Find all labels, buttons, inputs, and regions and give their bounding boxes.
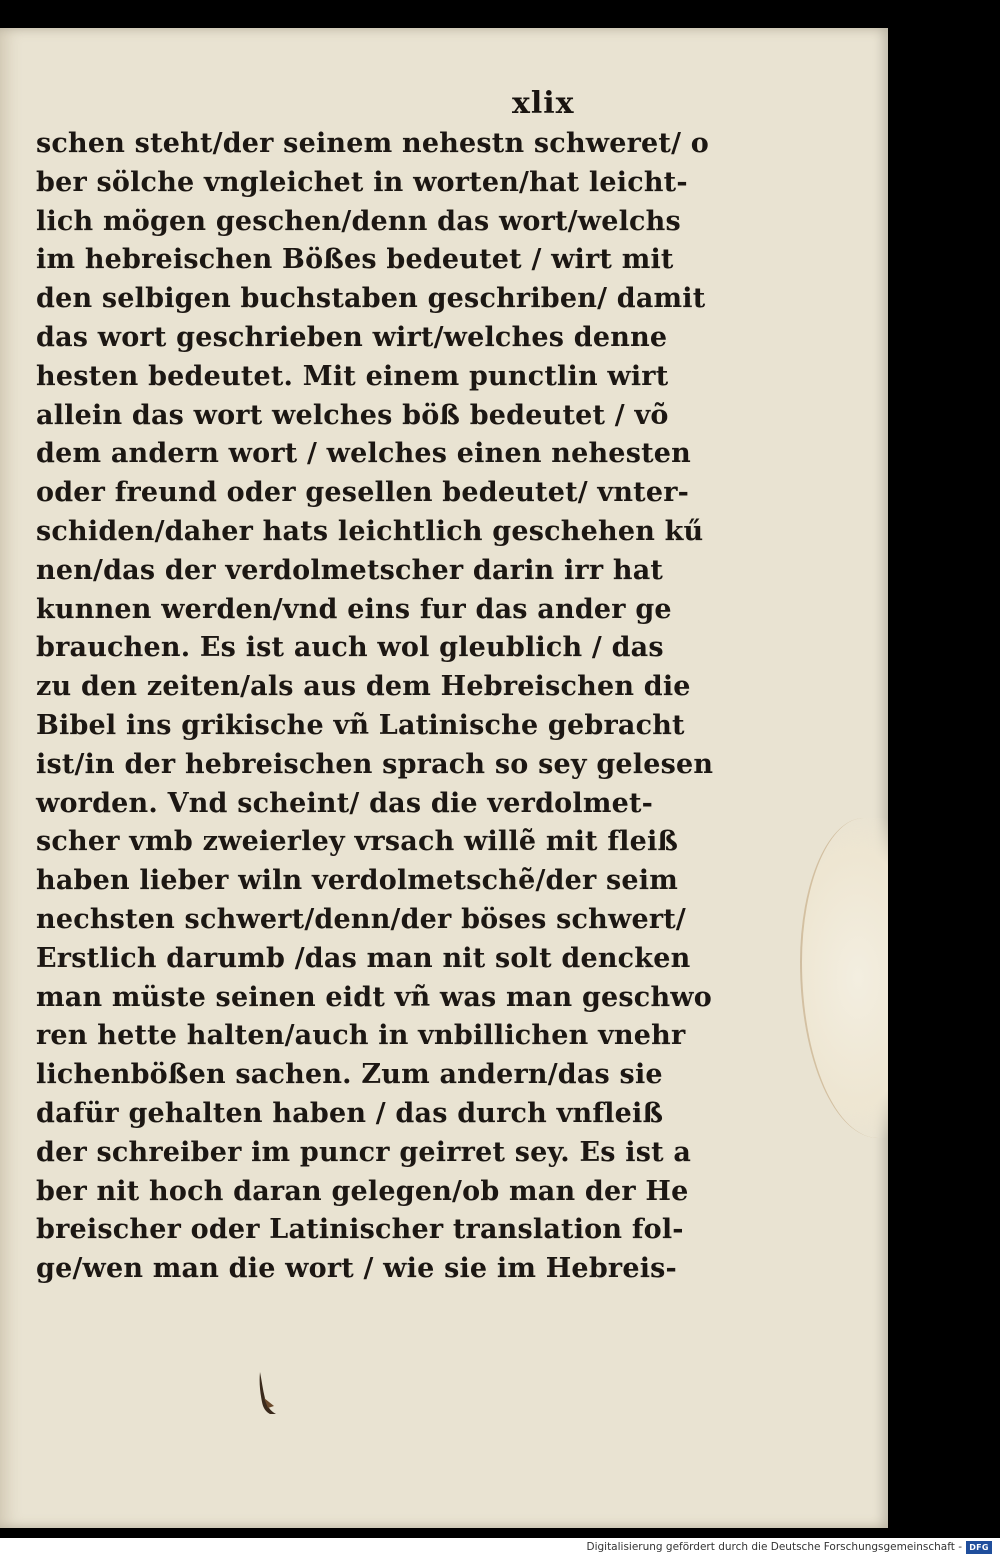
credit-bar <box>0 1538 1000 1558</box>
text-line: den selbigen buchstaben geschriben/ damit <box>36 283 706 315</box>
text-line: Bibel ins grikische vñ Latinische gebracht <box>36 709 685 741</box>
text-line: schiden/daher hats leichtlich geschehen kű <box>36 515 704 547</box>
text-block <box>36 125 714 1289</box>
credit-text: Digitalisierung gefördert durch die Deutsche Forschungsgemeinschaft - <box>586 1541 962 1553</box>
water-stain <box>800 818 888 1138</box>
text-line: worden. Vnd scheint/ das die verdolmet- <box>36 787 654 819</box>
dfg-logo: DFG <box>966 1541 992 1554</box>
text-line: nen/das der verdolmetscher darin irr hat <box>36 554 664 586</box>
text-line: haben lieber wiln verdolmetschẽ/der seim <box>36 865 679 897</box>
text-line: ge/wen man die wort / wie sie im Hebreis- <box>36 1253 677 1285</box>
text-line: ist/in der hebreischen sprach so sey gelesen <box>36 748 714 780</box>
text-line: kunnen werden/vnd eins fur das ander ge <box>36 593 672 625</box>
text-line: hesten bedeutet. Mit einem punctlin wirt <box>36 360 669 392</box>
text-line: zu den zeiten/als aus dem Hebreischen die <box>36 671 691 703</box>
text-line: ren hette halten/auch in vnbillichen vnehr <box>36 1020 686 1052</box>
text-line: ber sölche vngleichet in worten/hat leicht- <box>36 166 688 198</box>
text-line: brauchen. Es ist auch wol gleublich / das <box>36 632 664 664</box>
text-line: lichenbößen sachen. Zum andern/das sie <box>36 1059 663 1091</box>
folio-number: xlix <box>512 86 575 121</box>
printer-mark-icon <box>254 1368 280 1418</box>
text-line: ber nit hoch daran gelegen/ob man der He <box>36 1175 689 1207</box>
text-line: allein das wort welches böß bedeutet / võ <box>36 399 669 431</box>
text-line: man müste seinen eidt vñ was man geschwo <box>36 981 712 1013</box>
text-line: dafür gehalten haben / das durch vnfleiß <box>36 1097 664 1129</box>
text-line: dem andern wort / welches einen nehesten <box>36 438 691 470</box>
text-line: schen steht/der seinem nehestn schweret/ o <box>36 128 709 159</box>
text-line: der schreiber im puncr geirret sey. Es ist a <box>36 1136 692 1168</box>
text-line: nechsten schwert/denn/der böses schwert/ <box>36 903 686 935</box>
text-line: im hebreischen Bößes bedeutet / wirt mit <box>36 244 674 276</box>
text-line: oder freund oder gesellen bedeutet/ vnter- <box>36 477 690 509</box>
text-line: das wort geschrieben wirt/welches denne <box>36 321 668 353</box>
text-line: Erstlich darumb /das man nit solt dencken <box>36 942 691 974</box>
text-line: lich mögen geschen/denn das wort/welchs <box>36 205 681 237</box>
scanned-page <box>0 28 888 1528</box>
text-line: scher vmb zweierley vrsach willẽ mit fleiß <box>36 826 679 858</box>
text-line: breischer oder Latinischer translation fol- <box>36 1214 684 1246</box>
